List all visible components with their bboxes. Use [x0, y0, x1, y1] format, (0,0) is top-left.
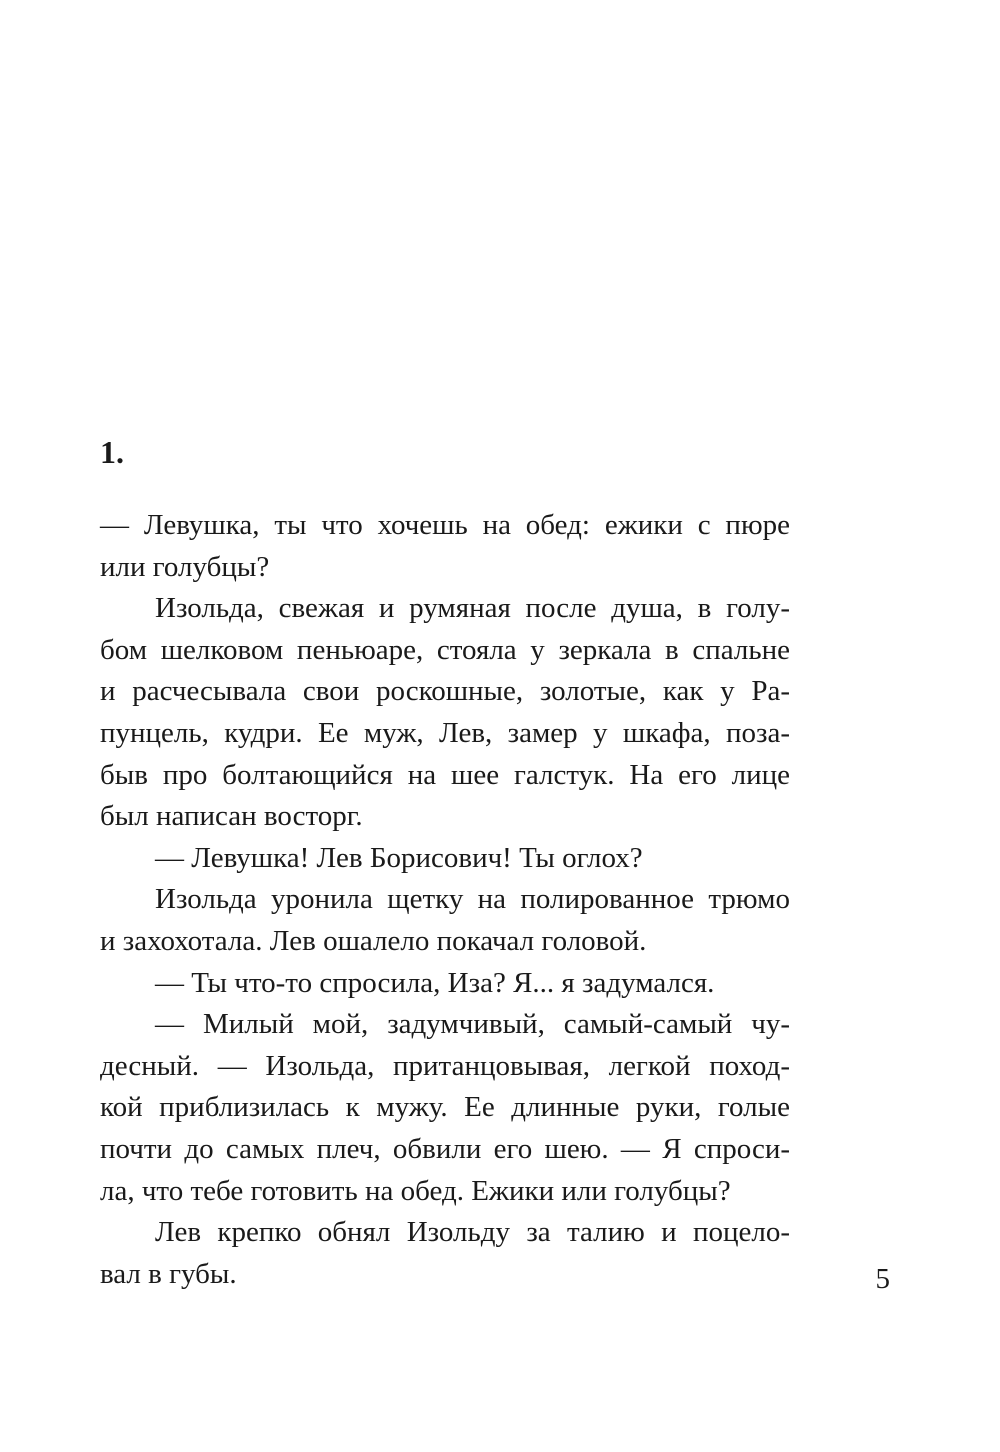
chapter-number: 1.: [100, 434, 124, 470]
chapter-text: [100, 505, 790, 1295]
text-line: или голубцы?: [100, 550, 270, 583]
text-line: — Левушка! Лев Борисович! Ты оглох?: [155, 841, 643, 874]
text-line: и захохотала. Лев ошалело покачал головой.: [100, 924, 647, 957]
text-line: ла, что тебе готовить на обед. Ежики или голубцы?: [100, 1174, 731, 1207]
text-line: — Милый мой, задумчивый, самый-самый чу-: [155, 1008, 790, 1041]
text-line: кой приблизилась к мужу. Ее длинные руки, голые: [100, 1091, 790, 1124]
text-line: и расчесывала свои роскошные, золотые, как у Ра-: [100, 675, 790, 708]
page-number: 5: [875, 1263, 890, 1295]
text-line: быв про болтающийся на шее галстук. На его лице: [100, 758, 790, 791]
text-line: десный. — Изольда, пританцовывая, легкой поход-: [100, 1049, 790, 1082]
text-line: пунцель, кудри. Ее муж, Лев, замер у шкафа, поза-: [100, 716, 790, 749]
text-line: Изольда, свежая и румяная после душа, в голу-: [155, 592, 790, 625]
text-line: Изольда уронила щетку на полированное трюмо: [155, 883, 790, 916]
text-line: — Ты что-то спросила, Иза? Я... я задумался.: [155, 966, 715, 999]
text-line: — Левушка, ты что хочешь на обед: ежики с пюре: [100, 509, 790, 541]
text-line: бом шелковом пеньюаре, стояла у зеркала в спальне: [100, 633, 790, 666]
text-line: был написан восторг.: [100, 800, 363, 833]
text-line: почти до самых плеч, обвили его шею. — Я спроси-: [100, 1132, 790, 1165]
text-line: вал в губы.: [100, 1257, 237, 1290]
text-line: Лев крепко обнял Изольду за талию и поцело-: [155, 1216, 790, 1249]
